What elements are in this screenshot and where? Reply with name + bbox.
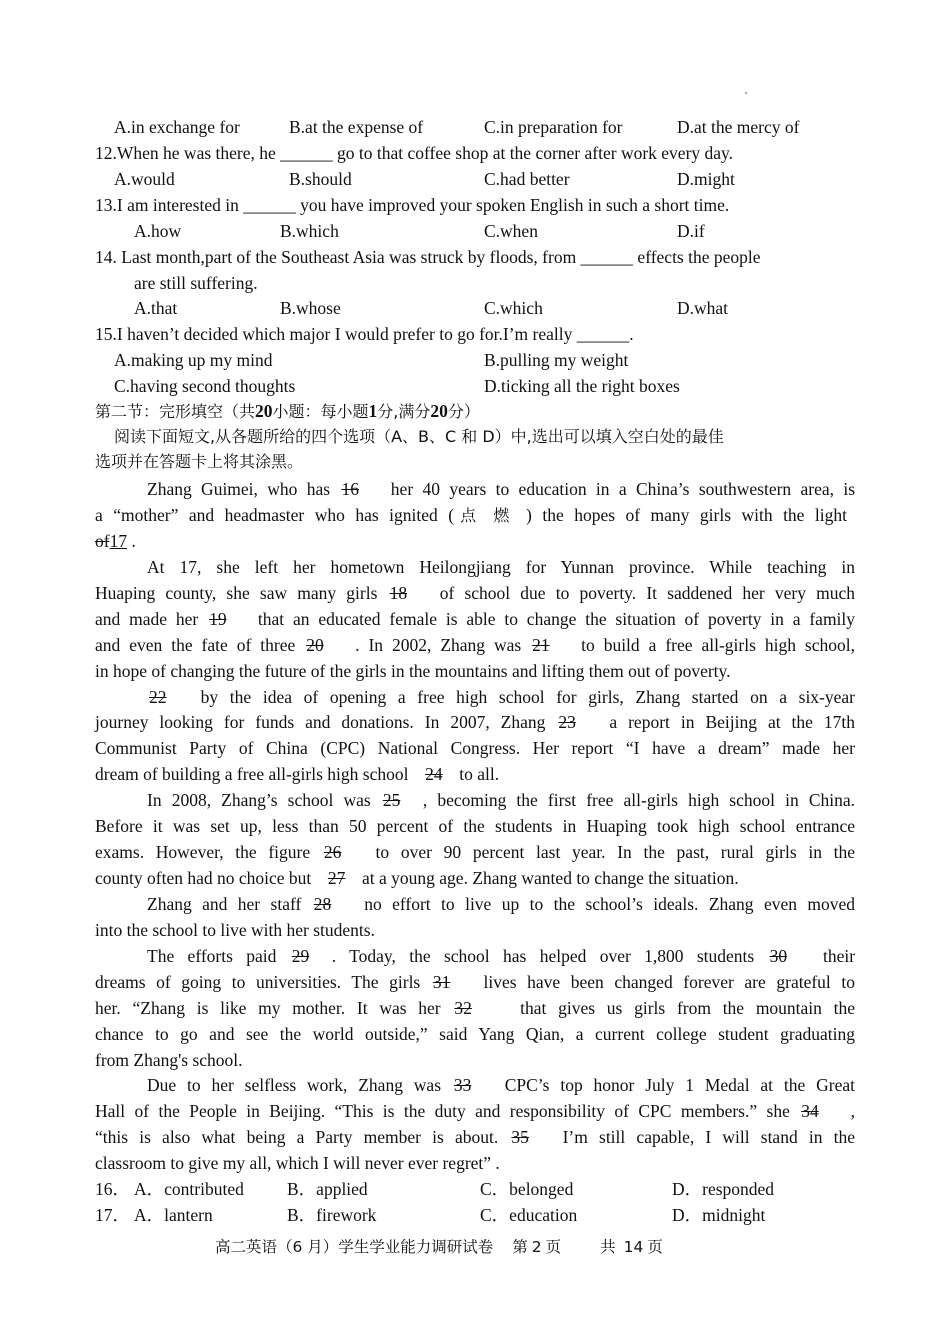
text: “this is also what being a Party member is about. — [95, 1127, 499, 1147]
blank-30: 30 — [769, 946, 788, 966]
q14-option-b: B.whose — [280, 298, 341, 318]
q13-option-c: C.when — [484, 221, 538, 241]
blank-17: 17 — [109, 531, 128, 551]
passage-p2-line5: in hope of changing the future of the girls in the mountains and lifting them out of poverty. — [95, 661, 731, 681]
q14-option-d: D.what — [677, 298, 729, 318]
text: lives have been changed forever are grateful to — [483, 972, 855, 992]
q17-option-a: A．lantern — [134, 1205, 213, 1225]
text: county often had no choice but — [95, 868, 312, 888]
q15-option-b: B.pulling my weight — [484, 350, 629, 370]
q15-option-c: C.having second thoughts — [114, 376, 296, 396]
passage-p1-line1 — [147, 478, 855, 500]
passage-p6-line5: from Zhang's school. — [95, 1050, 243, 1070]
q16-option-d: D．responded — [672, 1179, 775, 1199]
q13-option-d: D.if — [677, 221, 705, 241]
text: that gives us girls from the mountain the — [520, 998, 856, 1018]
passage-p7-line1 — [147, 1074, 855, 1096]
q13-option-b: B.which — [280, 221, 339, 241]
passage-p4-line1 — [147, 789, 855, 811]
passage-p4-line3 — [95, 841, 855, 863]
passage-p7-line3 — [95, 1126, 855, 1148]
passage-p6-line2 — [95, 971, 855, 993]
q12-option-b: B.should — [289, 169, 352, 189]
text: to build a free all-girls high school, — [581, 635, 855, 655]
section2-score-each: 1 — [368, 401, 378, 421]
text: . In 2002, Zhang was — [355, 635, 522, 655]
footer-title: 高二英语（6 月）学生学业能力调研试卷 — [215, 1238, 494, 1256]
footer-page-label: 第 — [512, 1238, 528, 1256]
text: . Today, the school has helped over 1,800 students — [331, 946, 755, 966]
text: dream of building a free all-girls high school — [95, 764, 409, 784]
blank-31: 31 — [432, 972, 451, 992]
q12-option-d: D.might — [677, 169, 735, 189]
q12-option-a: A.would — [114, 169, 175, 189]
blank-18: 18 — [389, 583, 408, 603]
q14-stem-line2: are still suffering. — [134, 273, 258, 293]
blank-27: 27 — [327, 868, 346, 888]
q11-option-d: D.at the mercy of — [677, 117, 800, 137]
text: Zhang and her staff — [147, 894, 302, 914]
passage-p6-line4: chance to go and see the world outside,” said Yang Qian, a current college student graduating — [95, 1024, 855, 1044]
q13-stem: 13.I am interested in ______ you have improved your spoken English in such a short time. — [95, 195, 730, 215]
blank-23: 23 — [558, 712, 576, 732]
section2-title-mid2: 分,满分 — [377, 402, 431, 421]
text: In 2008, Zhang’s school was — [147, 790, 371, 810]
blank-19: 19 — [209, 609, 227, 629]
passage-p3-line2 — [95, 711, 855, 733]
text: no effort to live up to the school’s ideals. Zhang even moved — [364, 894, 856, 914]
passage-p4-line4 — [95, 867, 739, 889]
text-cjk: 点 燃 — [454, 506, 516, 525]
blank-22: 22 — [149, 687, 167, 707]
footer-page-number: 2 — [531, 1238, 542, 1256]
blank-32: 32 — [454, 998, 472, 1018]
blank-25: 25 — [382, 790, 401, 810]
passage-p1-line3 — [95, 530, 136, 552]
q16-option-a: A．contributed — [134, 1179, 244, 1199]
text: CPC’s top honor July 1 Medal at the Great — [504, 1075, 855, 1095]
blank-35: 35 — [511, 1127, 529, 1147]
q15-option-a: A.making up my mind — [114, 350, 273, 370]
blank-26: 26 — [323, 842, 342, 862]
text: to all. — [459, 764, 500, 784]
passage-p6-line1 — [147, 945, 855, 967]
passage-p6-line3 — [95, 997, 855, 1019]
text: exams. However, the figure — [95, 842, 311, 862]
blank-21: 21 — [532, 635, 550, 655]
text: Hall of the People in Beijing. “This is the duty and responsibility of CPC members.” she — [95, 1101, 790, 1121]
text: I’m still capable, I will stand in the — [562, 1127, 856, 1147]
footer-page-unit: 页 — [545, 1238, 562, 1256]
q11-option-c: C.in preparation for — [484, 117, 623, 137]
text: . — [131, 531, 136, 551]
scan-dot — [745, 92, 747, 94]
blank-29: 29 — [291, 946, 310, 966]
text: that an educated female is able to change the situation of poverty in a family — [257, 609, 856, 629]
text: by the idea of opening a free high school for girls, Zhang started on a six-year — [200, 687, 856, 707]
text: journey looking for funds and donations. In 2007, Zhang — [95, 712, 546, 732]
passage-p7-line4: classroom to give my all, which I will never ever regret” . — [95, 1153, 500, 1173]
text: and even the fate of three — [95, 635, 296, 655]
passage-p1-line2 — [95, 504, 847, 527]
blank-16: 16 — [341, 479, 359, 499]
q15-stem: 15.I haven’t decided which major I would prefer to go for.I’m really ______. — [95, 324, 634, 344]
q14-option-a: A.that — [134, 298, 178, 318]
text: to over 90 percent last year. In the past, rural girls in the — [375, 842, 856, 862]
section2-instruction-line2: 选项并在答题卡上将其涂黑。 — [95, 452, 304, 471]
text: of — [95, 531, 110, 551]
q17-number: 17． — [95, 1205, 130, 1225]
passage-p3-line3: Communist Party of China (CPC) National Congress. Her report “I have a dream” made her — [95, 738, 855, 758]
blank-20: 20 — [306, 635, 324, 655]
text: at a young age. Zhang wanted to change the situation. — [362, 868, 739, 888]
section2-count: 20 — [255, 401, 273, 421]
passage-p4-line2: Before it was set up, less than 50 percent of the students in Huaping took high school entrance — [95, 816, 855, 836]
blank-28: 28 — [313, 894, 332, 914]
passage-p3-line1 — [147, 686, 855, 708]
text: her 40 years to education in a China’s southwestern area, is — [390, 479, 856, 499]
q17-option-c: C．education — [480, 1205, 578, 1225]
passage-p7-line2 — [95, 1100, 855, 1122]
section2-title-mid: 小题：每小题 — [272, 402, 369, 421]
q11-option-b: B.at the expense of — [289, 117, 424, 137]
passage-p5-line1 — [147, 893, 855, 915]
text: The efforts paid — [147, 946, 277, 966]
text: ) the hopes of many girls with the light — [526, 505, 848, 525]
section2-title-post: 分） — [447, 402, 480, 421]
footer-total-unit: 页 — [647, 1238, 663, 1256]
text: their — [822, 946, 856, 966]
section2-instruction-line1: 阅读下面短文,从各题所给的四个选项（A、B、C 和 D）中,选出可以填入空白处的最佳 — [114, 427, 724, 446]
text: her. “Zhang is like my mother. It was her — [95, 998, 441, 1018]
q11-option-a: A.in exchange for — [114, 117, 240, 137]
passage-p5-line2: into the school to live with her students. — [95, 920, 375, 940]
text: Due to her selfless work, Zhang was — [147, 1075, 442, 1095]
section2-title-pre: 第二节：完形填空（共 — [95, 402, 256, 421]
q14-stem-line1: 14. Last month,part of the Southeast Asia was struck by floods, from ______ effects the people — [95, 247, 761, 267]
blank-34: 34 — [801, 1101, 819, 1121]
q13-option-a: A.how — [134, 221, 182, 241]
q12-stem: 12.When he was there, he ______ go to that coffee shop at the corner after work every day. — [95, 143, 734, 163]
text: and made her — [95, 609, 199, 629]
text: , becoming the first free all-girls high school in China. — [422, 790, 856, 810]
text: a “mother” and headmaster who has ignited ( — [95, 505, 455, 525]
q16-number: 16． — [95, 1179, 130, 1199]
q15-option-d: D.ticking all the right boxes — [484, 376, 680, 396]
text: Zhang Guimei, who has — [147, 479, 331, 499]
text: a report in Beijing at the 17th — [609, 712, 856, 732]
passage-p2-line4 — [95, 634, 855, 656]
section2-score-total: 20 — [430, 401, 448, 421]
text: dreams of going to universities. The girls — [95, 972, 421, 992]
text: , — [850, 1101, 856, 1121]
q17-option-b: B．firework — [287, 1205, 377, 1225]
passage-p2-line2 — [95, 582, 855, 604]
text: Huaping county, she saw many girls — [95, 583, 378, 603]
q12-option-c: C.had better — [484, 169, 570, 189]
passage-p2-line1: At 17, she left her hometown Heilongjiang for Yunnan province. While teaching in — [147, 557, 855, 577]
q14-option-c: C.which — [484, 298, 543, 318]
q16-option-c: C．belonged — [480, 1179, 574, 1199]
passage-p3-line4 — [95, 763, 499, 785]
passage-p2-line3 — [95, 608, 855, 630]
section2-title — [95, 400, 480, 423]
blank-33: 33 — [453, 1075, 472, 1095]
text: of school due to poverty. It saddened her very much — [439, 583, 856, 603]
footer-total-label: 共 — [600, 1238, 616, 1256]
blank-24: 24 — [425, 764, 443, 784]
q16-option-b: B．applied — [287, 1179, 368, 1199]
q17-option-d: D．midnight — [672, 1205, 766, 1225]
footer-total-number: 14 — [623, 1238, 644, 1256]
page-footer — [215, 1236, 677, 1258]
